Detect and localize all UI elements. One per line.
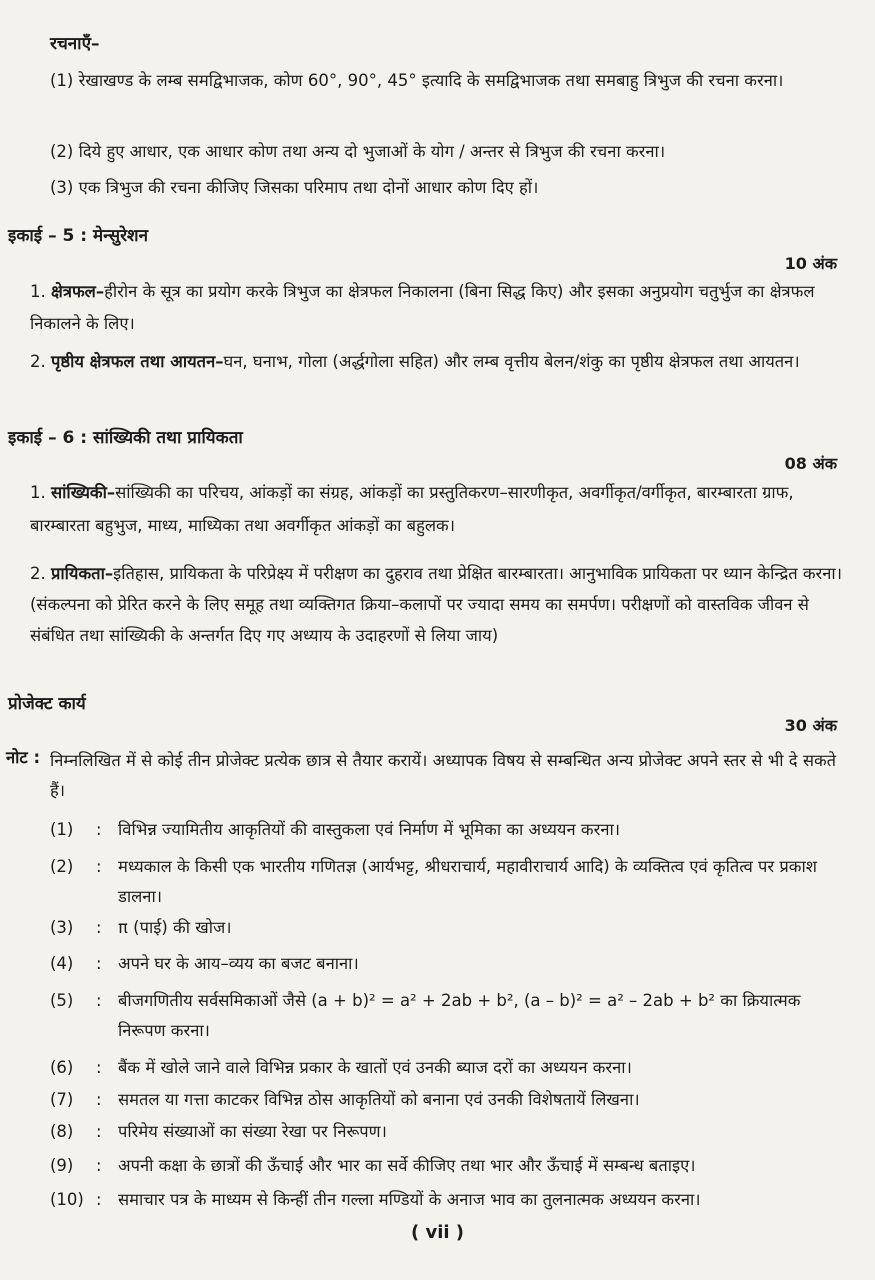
item-text: इतिहास, प्रायिकता के परिप्रेक्ष्य में परीक्षण का दुहराव तथा प्रेक्षित बारम्बारता। आनुभाविक प्रायिकता पर ध्यान केन्द्रित करना। (संकल्पना को प्रेरित करने के लिए समूह तथा व्यक्तिगत क्रिया–कलापों पर ज्यादा समय का समर्पण। परीक्षणों को वास्तविक जीवन से संबंधित तथा सांख्यिकी के अन्तर्गत दिए गए अध्याय के उदाहरणों से लिया जाय) <box>30 564 842 645</box>
construction-item-3: (3) एक त्रिभुज की रचना कीजिए जिसका परिमाप तथा दोनों आधार कोण दिए हों। <box>50 178 539 197</box>
item-title: पृष्ठीय क्षेत्रफल तथा आयतन– <box>51 352 224 371</box>
construction-item-1: (1) रेखाखण्ड के लम्ब समद्विभाजक, कोण 60°, 90°, 45° इत्यादि के समद्विभाजक तथा समबाहु त्रिभुज की रचना करना। <box>50 71 784 90</box>
project-item-text: π (पाई) की खोज। <box>118 918 232 937</box>
project-item-number: (3) <box>50 918 74 937</box>
colon: : <box>96 991 102 1010</box>
note-label: नोट : <box>6 748 41 767</box>
project-item-number: (7) <box>50 1090 74 1109</box>
unit5-item-2 <box>30 346 847 378</box>
item-title: प्रायिकता– <box>51 564 114 583</box>
project-item-number: (4) <box>50 954 74 973</box>
unit5-item-1 <box>30 276 847 340</box>
project-item-number: (5) <box>50 991 74 1010</box>
colon: : <box>96 918 102 937</box>
project-item-text: मध्यकाल के किसी एक भारतीय गणितज्ञ (आर्यभट्ट, श्रीधराचार्य, महावीराचार्य आदि) के व्यक्तित्व एवं कृतित्व पर प्रकाश डालना। <box>118 857 817 906</box>
colon: : <box>96 857 102 876</box>
project-item-number: (9) <box>50 1156 74 1175</box>
construction-item-2: (2) दिये हुए आधार, एक आधार कोण तथा अन्य दो भुजाओं के योग / अन्तर से त्रिभुज की रचना करना। <box>50 142 666 161</box>
colon: : <box>96 1090 102 1109</box>
project-item-text: समतल या गत्ता काटकर विभिन्न ठोस आकृतियों को बनाना एवं उनकी विशेषतायें लिखना। <box>118 1090 640 1109</box>
unit5-marks: 10 अंक <box>784 254 837 273</box>
project-item-text: बीजगणितीय सर्वसमिकाओं जैसे (a + b)² = a² + 2ab + b², (a – b)² = a² – 2ab + b² का क्रियात्मक निरूपण करना। <box>118 991 801 1040</box>
project-item-text: समाचार पत्र के माध्यम से किन्हीं तीन गल्ला मण्डियों के अनाज भाव का तुलनात्मक अध्ययन करना। <box>118 1190 701 1209</box>
project-item-text: अपने घर के आय–व्यय का बजट बनाना। <box>118 954 359 973</box>
item-number: 2. <box>30 352 46 371</box>
project-marks: 30 अंक <box>784 716 837 735</box>
colon: : <box>96 1190 102 1209</box>
colon: : <box>96 954 102 973</box>
unit6-item-1 <box>30 476 847 542</box>
item-number: 1. <box>30 483 46 502</box>
project-heading: प्रोजेक्ट कार्य <box>8 694 86 714</box>
project-item-text: परिमेय संख्याओं का संख्या रेखा पर निरूपण। <box>118 1122 387 1141</box>
item-title: सांख्यिकी– <box>51 483 116 502</box>
page-number: ( vii ) <box>410 1222 465 1243</box>
project-item-number: (10) <box>50 1190 84 1209</box>
project-item-text: अपनी कक्षा के छात्रों की ऊँचाई और भार का सर्वे कीजिए तथा भार और ऊँचाई में सम्बन्ध बताइए। <box>118 1156 696 1175</box>
unit6-marks: 08 अंक <box>784 454 837 473</box>
item-text: सांख्यिकी का परिचय, आंकड़ों का संग्रह, आंकड़ों का प्रस्तुतिकरण–सारणीकृत, अवर्गीकृत/वर्गीकृत, बारम्बारता ग्राफ, बारम्बारता बहुभुज, माध्य, माध्यिका तथा अवर्गीकृत आंकड़ों का बहुलक। <box>30 483 794 535</box>
colon: : <box>96 1122 102 1141</box>
item-text: हीरोन के सूत्र का प्रयोग करके त्रिभुज का क्षेत्रफल निकालना (बिना सिद्ध किए) और इसका अनुप्रयोग चतुर्भुज का क्षेत्रफल निकालने के लिए। <box>30 282 815 333</box>
colon: : <box>96 1156 102 1175</box>
unit6-heading: इकाई – 6 : सांख्यिकी तथा प्रायिकता <box>8 428 243 448</box>
item-title: क्षेत्रफल– <box>51 282 105 301</box>
project-item-number: (2) <box>50 857 74 876</box>
project-item-number: (1) <box>50 820 74 839</box>
constructions-heading: रचनाएँ– <box>50 34 100 54</box>
colon: : <box>96 1058 102 1077</box>
colon: : <box>96 820 102 839</box>
project-item-number: (8) <box>50 1122 74 1141</box>
project-item-text: बैंक में खोले जाने वाले विभिन्न प्रकार के खातों एवं उनकी ब्याज दरों का अध्ययन करना। <box>118 1058 632 1077</box>
note-text: निम्नलिखित में से कोई तीन प्रोजेक्ट प्रत्येक छात्र से तैयार करायें। अध्यापक विषय से सम्बन्धित अन्य प्रोजेक्ट अपने स्तर से भी दे सकते हैं। <box>50 751 837 800</box>
item-text: घन, घनाभ, गोला (अर्द्धगोला सहित) और लम्ब वृत्तीय बेलन/शंकु का पृष्ठीय क्षेत्रफल तथा आयतन। <box>223 352 800 371</box>
project-item-text: विभिन्न ज्यामितीय आकृतियों की वास्तुकला एवं निर्माण में भूमिका का अध्ययन करना। <box>118 820 621 839</box>
project-item-number: (6) <box>50 1058 74 1077</box>
unit5-heading: इकाई – 5 : मेन्सुरेशन <box>8 226 149 246</box>
item-number: 2. <box>30 564 46 583</box>
item-number: 1. <box>30 282 46 301</box>
unit6-item-2 <box>30 558 847 651</box>
